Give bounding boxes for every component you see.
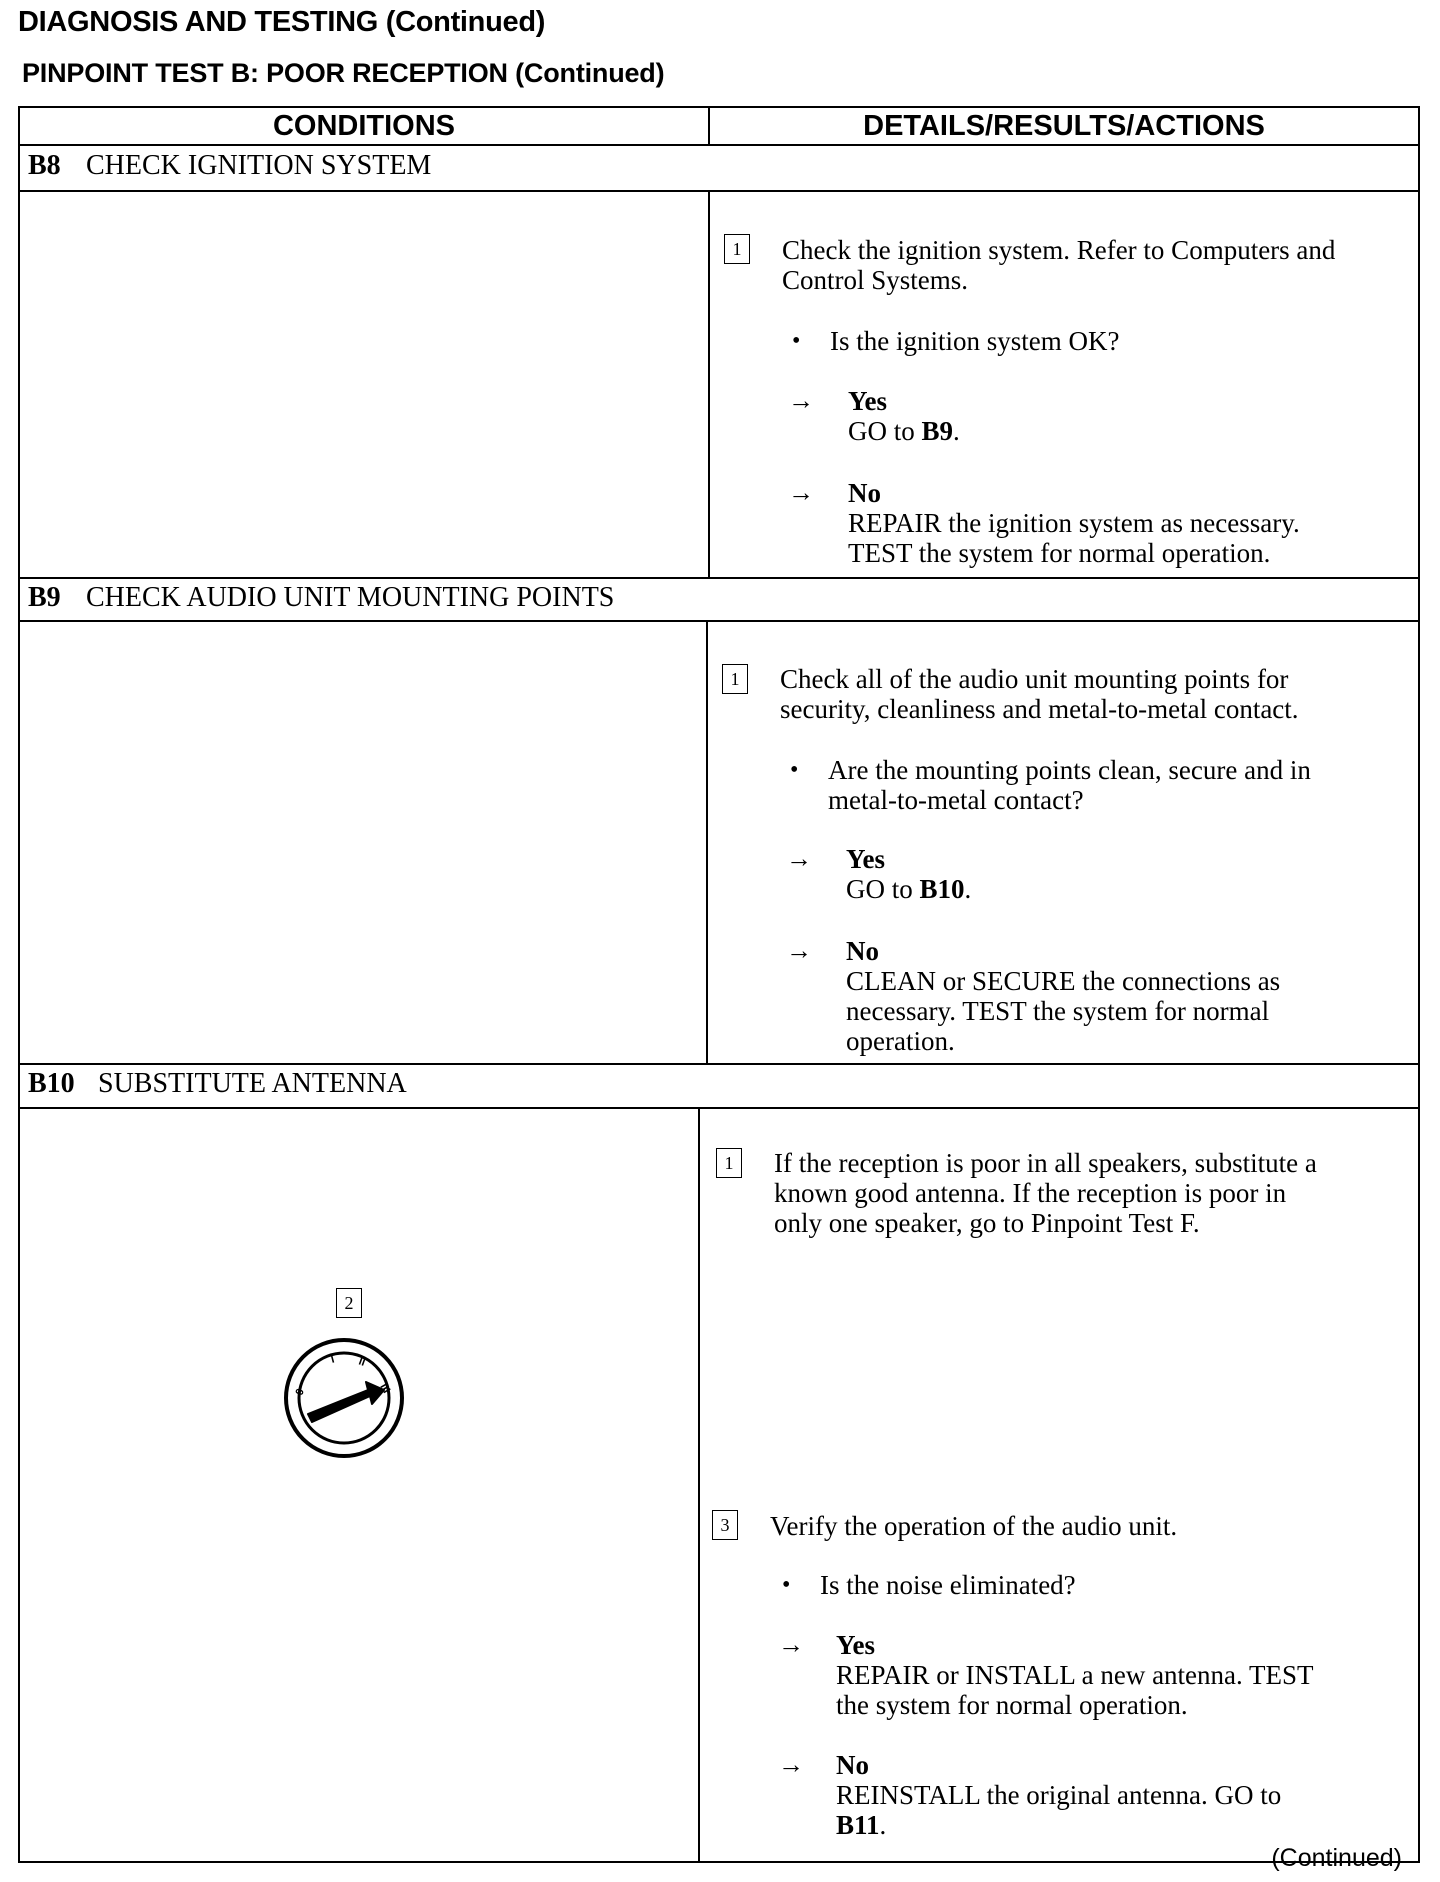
b8-bullet-icon: •: [792, 328, 801, 354]
header-divider: [20, 144, 1418, 146]
b9-column-divider: [706, 620, 708, 1063]
dial-label-3: III: [377, 1381, 393, 1396]
b8-step-id: B8: [28, 150, 61, 181]
b9-section-header: [28, 582, 614, 614]
b10-step1-text: If the reception is poor in all speakers, substitute a known good antenna. If the reception is poor in only one speaker, go to Pinpoint Test F.: [774, 1148, 1317, 1238]
b8-no-arrow-icon: →: [788, 478, 814, 507]
b8-yes-branch: Yes GO to B9.: [848, 386, 960, 446]
continued-footer: (Continued): [1271, 1844, 1402, 1872]
b9-no-arrow-icon: →: [786, 936, 812, 965]
b9-step-number-box: 1: [722, 664, 748, 694]
b8-yes-arrow-icon: →: [788, 386, 814, 415]
b10-step3-number-box: 3: [712, 1510, 738, 1540]
b9-header-divider: [20, 620, 1418, 622]
b10-question: Is the noise eliminated?: [820, 1570, 1076, 1600]
b8-no-branch: No REPAIR the ignition system as necessary. TEST the system for normal operation.: [848, 478, 1300, 568]
b10-yes-branch: Yes REPAIR or INSTALL a new antenna. TEST the system for normal operation.: [836, 1630, 1314, 1720]
b10-step3-text: Verify the operation of the audio unit.: [770, 1511, 1178, 1541]
dial-label-1: I: [329, 1353, 336, 1366]
b10-header-divider: [20, 1107, 1418, 1109]
b10-bullet-icon: •: [782, 1572, 791, 1598]
header-column-divider: [708, 108, 710, 144]
b9-step-text: Check all of the audio unit mounting points for security, cleanliness and metal-to-metal contact.: [780, 664, 1299, 724]
b10-section-title: SUBSTITUTE ANTENNA: [98, 1068, 407, 1099]
b9-yes-arrow-icon: →: [786, 844, 812, 873]
b8-step-number-box: 1: [724, 234, 750, 264]
b8-question: Is the ignition system OK?: [830, 326, 1120, 356]
b10-no-branch: No REINSTALL the original antenna. GO to B11.: [836, 1750, 1282, 1840]
pinpoint-test-table: [18, 106, 1420, 1863]
column-header-conditions: CONDITIONS: [272, 110, 456, 142]
b10-section-header: [28, 1068, 407, 1100]
b8-bottom-divider: [20, 577, 1418, 579]
b9-bullet-icon: •: [790, 757, 799, 783]
page-title: DIAGNOSIS AND TESTING (Continued): [18, 6, 546, 38]
ignition-switch-dial-icon: [280, 1334, 408, 1462]
b9-question: Are the mounting points clean, secure and in metal-to-metal contact?: [828, 755, 1311, 815]
dial-label-0: 0: [293, 1387, 307, 1398]
b9-step-id: B9: [28, 582, 61, 613]
b8-section-header: [28, 150, 431, 182]
b10-step-id: B10: [28, 1068, 75, 1099]
b9-section-title: CHECK AUDIO UNIT MOUNTING POINTS: [86, 582, 615, 613]
section-subtitle: PINPOINT TEST B: POOR RECEPTION (Continued): [22, 58, 665, 88]
b10-figure-step-box: 2: [336, 1288, 362, 1318]
b10-step1-number-box: 1: [716, 1148, 742, 1178]
b9-bottom-divider: [20, 1063, 1418, 1065]
b8-step-text: Check the ignition system. Refer to Computers and Control Systems.: [782, 235, 1336, 295]
b8-section-title: CHECK IGNITION SYSTEM: [86, 150, 432, 181]
b9-no-branch: No CLEAN or SECURE the connections as necessary. TEST the system for normal operation.: [846, 936, 1281, 1056]
b8-column-divider: [708, 190, 710, 577]
dial-label-2: II: [356, 1355, 367, 1369]
b9-yes-branch: Yes GO to B10.: [846, 844, 972, 904]
column-header-details: DETAILS/RESULTS/ACTIONS: [863, 110, 1265, 142]
b8-header-divider: [20, 190, 1418, 192]
b10-no-arrow-icon: →: [778, 1750, 804, 1779]
b10-yes-arrow-icon: →: [778, 1630, 804, 1659]
b10-column-divider: [698, 1107, 700, 1861]
